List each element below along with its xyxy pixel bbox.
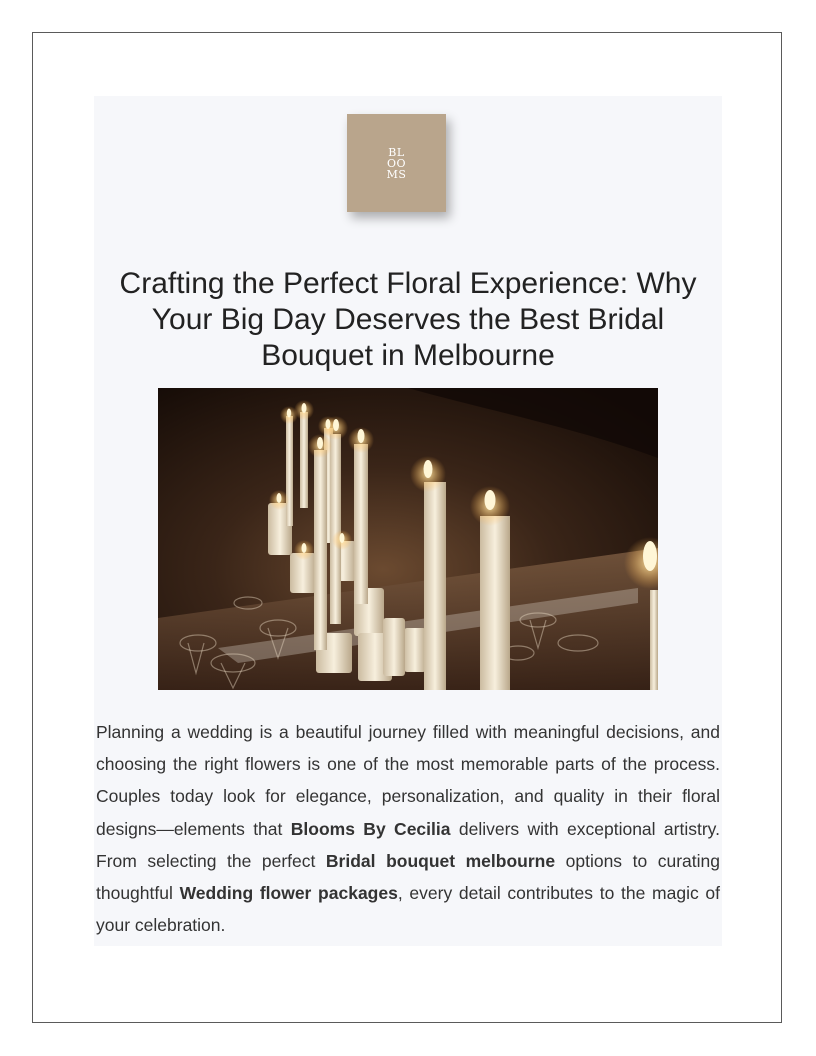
logo-wordmark: BL OO MS [386,145,407,181]
body-text-1: Planning a wedding is a beautiful journey filled with meaningful decisions, and choosing the right flowers is one of the most memorable parts of the process. Couples today look for elegance, personalization, and quality in their floral designs—elements that [96,722,720,839]
brand-name: Blooms By Cecilia [290,818,451,839]
blooms-logo[interactable] [347,114,446,212]
body-text-3: options to curating thoughtful [96,850,721,904]
bridal-bouquet-keyword: Bridal bouquet melbourne [325,850,556,871]
hero-image [158,388,658,690]
body-text-4: , every detail contributes to the magic of your celebration. [96,883,721,936]
content-panel [94,96,722,946]
body-text-2: delivers with exceptional artistry. From selecting the perfect [96,818,720,871]
article-title: Crafting the Perfect Floral Experience: Why Your Big Day Deserves the Best Bridal Bouquet in Melbourne [119,267,697,372]
wedding-packages-keyword: Wedding flower packages [179,883,398,904]
article-body [96,716,720,941]
